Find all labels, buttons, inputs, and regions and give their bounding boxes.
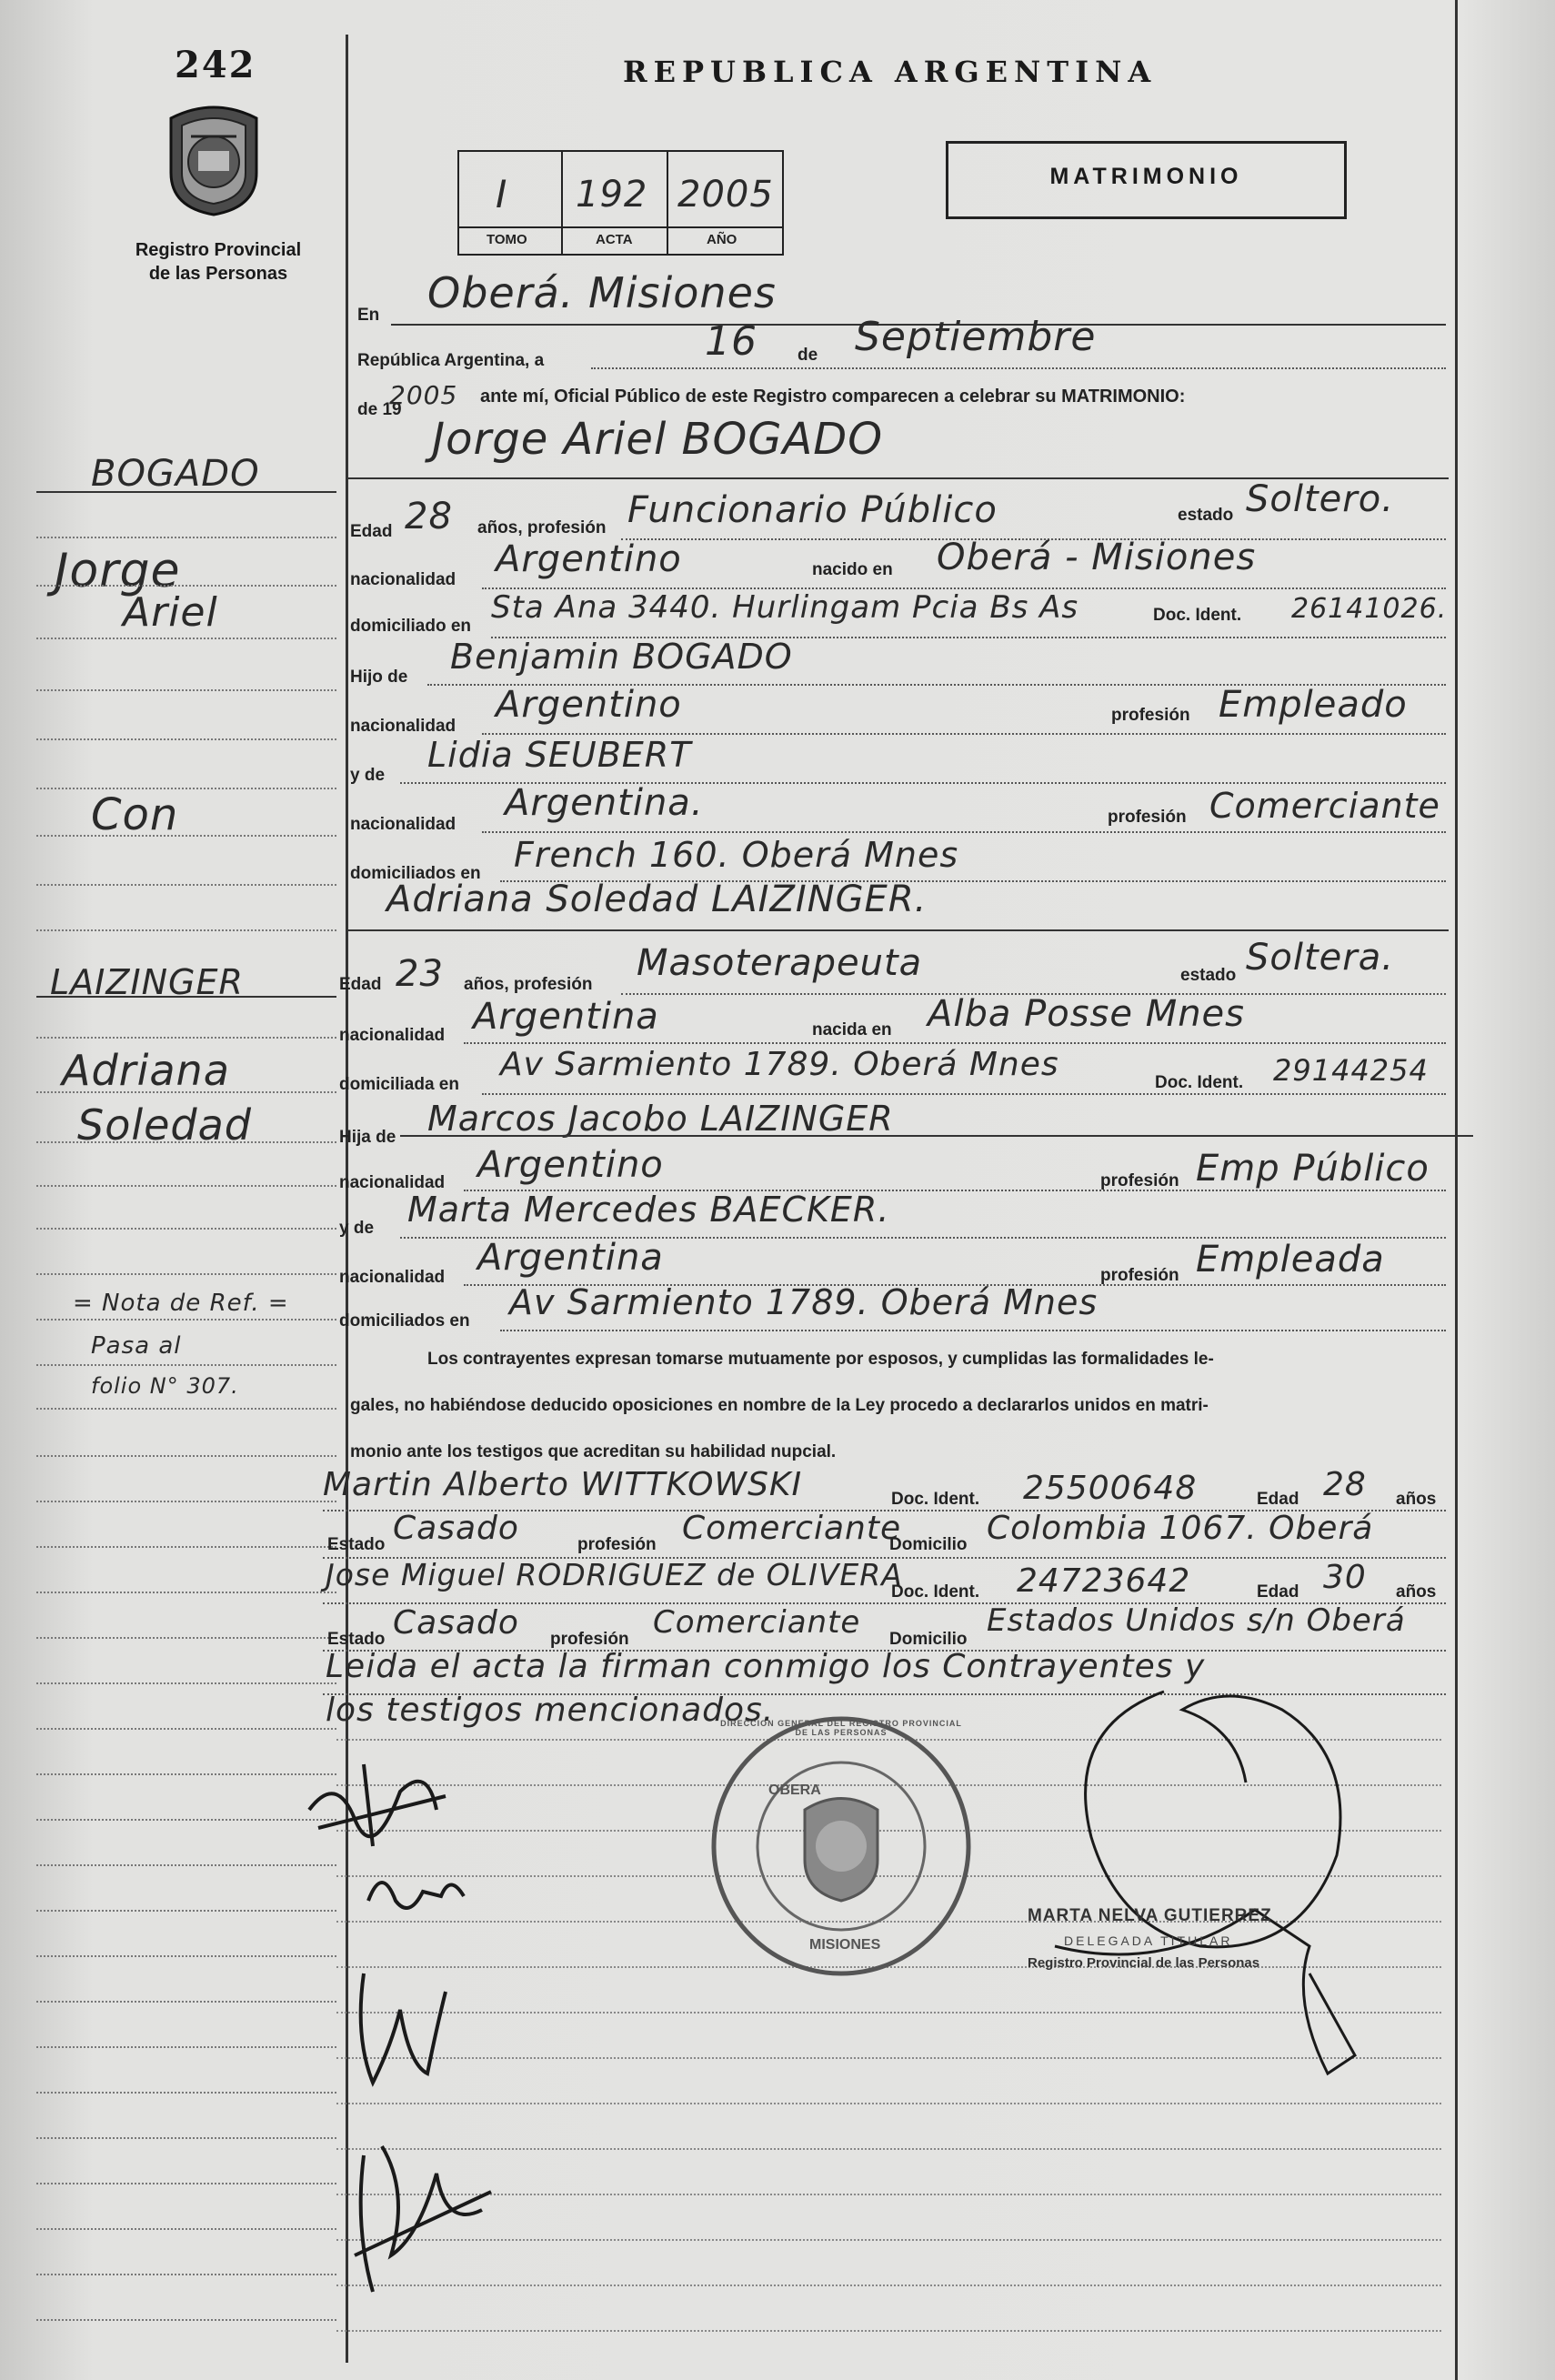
bride-edad-label: Edad (339, 975, 382, 994)
witness2-estado: Casado (393, 1604, 519, 1642)
groom-doc-label: Doc. Ident. (1153, 606, 1242, 625)
signature-1 (300, 1755, 455, 1855)
bride-birthplace: Alba Posse Mnes (928, 993, 1246, 1035)
groom-age: 28 (405, 496, 453, 537)
ano-label: AÑO (707, 232, 737, 247)
declaration-line3: monio ante los testigos que acreditan su habilidad nupcial. (350, 1442, 837, 1461)
bride-profession: Masoterapeuta (637, 942, 923, 984)
page-number: 242 (175, 44, 256, 86)
groom-hijo-label: Hijo de (350, 668, 408, 687)
margin-note-3: folio N° 307. (91, 1373, 239, 1399)
groom-nacido-label: nacido en (812, 560, 893, 579)
declaration-line1: Los contrayentes expresan tomarse mutuamente por esposos, y cumplidas las formalidades le- (427, 1350, 1214, 1369)
witness1-estado: Casado (393, 1510, 519, 1547)
groom-doc: 26141026. (1291, 593, 1448, 625)
groom-nacionalidad-label: nacionalidad (350, 570, 456, 589)
bride-father-nat-label: nacionalidad (339, 1173, 446, 1192)
year-value: 2005 (389, 380, 458, 410)
groom-father-prof-label: profesión (1111, 706, 1190, 725)
witness2-estado-label: Estado (327, 1630, 386, 1649)
witness2-edad-label: Edad (1257, 1582, 1299, 1602)
groom-anos-profesion-label: años, profesión (477, 518, 607, 537)
groom-parents-dom-label: domiciliados en (350, 864, 481, 883)
groom-address: Sta Ana 3440. Hurlingam Pcia Bs As (491, 589, 1079, 626)
act-type-label: MATRIMONIO (1049, 164, 1243, 189)
witness2-age: 30 (1323, 1559, 1367, 1596)
groom-father: Benjamin BOGADO (450, 637, 793, 677)
margin-bride-names-2: Soledad (77, 1100, 253, 1150)
witness1-anos-label: años (1396, 1490, 1437, 1509)
ano-value: 2005 (677, 174, 774, 216)
bride-anos-profesion-label: años, profesión (464, 975, 593, 994)
bride-father-profession: Emp Público (1196, 1148, 1430, 1190)
witness2-profession: Comerciante (653, 1604, 861, 1641)
groom-mother: Lidia SEUBERT (427, 735, 692, 775)
groom-mother-nationality: Argentina. (505, 782, 704, 824)
groom-father-profession: Empleado (1219, 684, 1408, 726)
witness1-estado-label: Estado (327, 1535, 386, 1554)
bride-mother: Marta Mercedes BAECKER. (407, 1190, 890, 1230)
witness1-name: Martin Alberto WITTKOWSKI (323, 1466, 803, 1503)
bride-doc-label: Doc. Ident. (1155, 1073, 1244, 1092)
official-name: MARTA NELVA GUTIERREZ (1028, 1906, 1272, 1925)
witness1-doc: 25500648 (1023, 1470, 1198, 1507)
bride-mother-nationality: Argentina (477, 1237, 664, 1279)
groom-parents-address: French 160. Oberá Mnes (514, 835, 959, 875)
record-box (457, 150, 784, 256)
bride-parents-dom-label: domiciliados en (339, 1311, 470, 1331)
acta-value: 192 (576, 174, 648, 216)
republica-label: República Argentina, a (357, 351, 545, 370)
stamp-center-top: OBERA (768, 1782, 821, 1798)
groom-estado: Soltero. (1246, 478, 1394, 520)
registry-name (109, 238, 327, 286)
groom-father-nationality: Argentino (496, 684, 682, 726)
bride-mother-nat-label: nacionalidad (339, 1268, 446, 1287)
bride-father-nationality: Argentino (477, 1144, 664, 1186)
witness2-profesion-label: profesión (550, 1630, 629, 1649)
witness2-domicilio-label: Domicilio (889, 1630, 968, 1649)
bride-nacionalidad-label: nacionalidad (339, 1026, 446, 1045)
witness2-address: Estados Unidos s/n Oberá (987, 1602, 1406, 1639)
witness1-profession: Comerciante (682, 1510, 902, 1547)
official-stamp (705, 1710, 978, 1983)
act-type-box (946, 141, 1347, 219)
groom-mother-prof-label: profesión (1108, 808, 1187, 827)
bride-yde-label: y de (339, 1219, 375, 1238)
witness1-doc-label: Doc. Ident. (891, 1490, 980, 1509)
bride-father: Marcos Jacobo LAIZINGER (427, 1099, 894, 1139)
registry-name-line2: de las Personas (148, 264, 288, 284)
day-value: 16 (705, 318, 757, 365)
signature-3 (346, 1955, 455, 2101)
bride-domiciliada-label: domiciliada en (339, 1075, 459, 1094)
country-title: REPUBLICA ARGENTINA (623, 55, 1158, 89)
closing-line2: los testigos mencionados. (326, 1692, 775, 1729)
margin-bride-surname: LAIZINGER (50, 962, 244, 1002)
witness1-address: Colombia 1067. Oberá (987, 1510, 1374, 1547)
margin-note-2: Pasa al (91, 1332, 182, 1360)
groom-father-nat-label: nacionalidad (350, 717, 456, 736)
coat-of-arms-seal (164, 100, 264, 216)
official-title: DELEGADA TITULAR (1064, 1933, 1233, 1948)
groom-mother-profession: Comerciante (1209, 786, 1440, 826)
groom-domiciliado-label: domiciliado en (350, 617, 472, 636)
bride-mother-prof-label: profesión (1100, 1266, 1179, 1285)
witness2-anos-label: años (1396, 1582, 1437, 1602)
signature-4 (346, 2119, 500, 2301)
bride-mother-profession: Empleada (1196, 1239, 1385, 1280)
acta-label: ACTA (596, 232, 633, 247)
margin-groom-surname: BOGADO (91, 453, 260, 495)
de19-label: de 19 (357, 400, 402, 419)
bride-address: Av Sarmiento 1789. Oberá Mnes (500, 1046, 1059, 1083)
margin-bride-names-1: Adriana (62, 1046, 230, 1095)
closing-line1: Leida el acta la firman conmigo los Contrayentes y (326, 1648, 1206, 1685)
witness1-profesion-label: profesión (577, 1535, 657, 1554)
bride-hija-label: Hija de (339, 1128, 396, 1147)
margin-groom-names-2: Ariel (123, 589, 218, 636)
place-value: Oberá. Misiones (427, 268, 777, 317)
bride-parents-address: Av Sarmiento 1789. Oberá Mnes (509, 1282, 1099, 1322)
de-label: de (798, 346, 818, 365)
signature-2 (359, 1855, 477, 1928)
bride-estado: Soltera. (1246, 937, 1394, 979)
declaration-line2: gales, no habiéndose deducido oposiciones en nombre de la Ley procedo a declararlos unidos en matri- (350, 1396, 1209, 1415)
witness2-doc-label: Doc. Ident. (891, 1582, 980, 1602)
witness2-doc: 24723642 (1017, 1562, 1191, 1600)
groom-nationality: Argentino (496, 538, 682, 580)
groom-edad-label: Edad (350, 522, 393, 541)
bride-nacida-label: nacida en (812, 1020, 892, 1039)
witness1-age: 28 (1323, 1466, 1367, 1503)
groom-birthplace: Oberá - Misiones (937, 537, 1257, 578)
groom-profession: Funcionario Público (627, 489, 998, 531)
ante-text: ante mí, Oficial Público de este Registro comparecen a celebrar su MATRIMONIO: (480, 387, 1186, 407)
witness1-domicilio-label: Domicilio (889, 1535, 968, 1554)
official-signature (1028, 1673, 1373, 2101)
registry-name-line1: Registro Provincial (135, 240, 302, 260)
bride-doc: 29144254 (1273, 1053, 1429, 1088)
bride-full-name: Adriana Soledad LAIZINGER. (386, 879, 928, 920)
groom-yde-label: y de (350, 766, 386, 785)
right-border-line (1455, 0, 1458, 2380)
witness1-edad-label: Edad (1257, 1490, 1299, 1509)
tomo-label: TOMO (487, 232, 527, 247)
en-label: En (357, 306, 380, 325)
month-value: Septiembre (855, 314, 1097, 360)
tomo-value: I (496, 172, 508, 216)
margin-note-1: = Nota de Ref. = (73, 1290, 289, 1317)
stamp-ring-text: DIRECCION GENERAL DEL REGISTRO PROVINCIAL DE LAS PERSONAS (720, 1719, 962, 1737)
groom-mother-nat-label: nacionalidad (350, 815, 456, 834)
witness2-name: Jose Miguel RODRIGUEZ de OLIVERA (326, 1557, 903, 1592)
groom-full-name: Jorge Ariel BOGADO (432, 414, 884, 465)
stamp-center-bottom: MISIONES (809, 1937, 881, 1953)
groom-estado-label: estado (1178, 506, 1234, 525)
bride-estado-label: estado (1180, 966, 1237, 985)
bride-age: 23 (396, 953, 444, 995)
official-office: Registro Provincial de las Personas (1028, 1955, 1260, 1971)
margin-groom-names-1: Jorge (55, 544, 181, 598)
bride-nationality: Argentina (473, 996, 659, 1038)
bride-father-prof-label: profesión (1100, 1171, 1179, 1190)
margin-con: Con (91, 789, 179, 840)
